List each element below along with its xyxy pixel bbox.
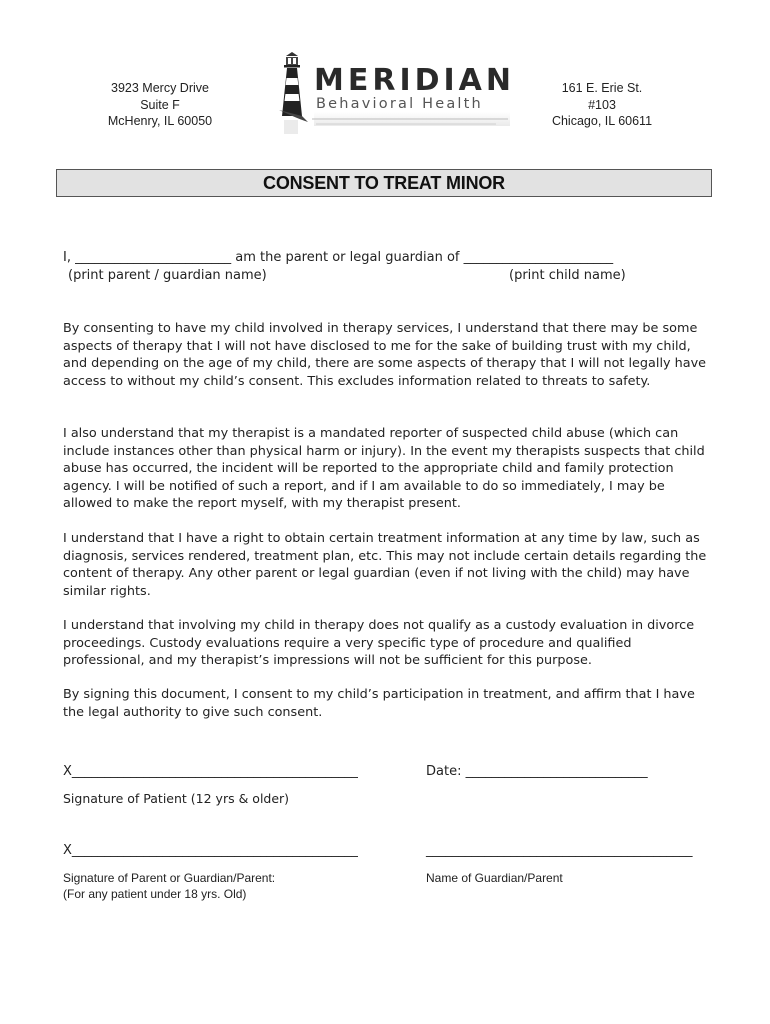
child-name-caption: (print child name) xyxy=(509,268,626,283)
logo-subtitle: Behavioral Health xyxy=(316,96,483,112)
address-right-line-2: #103 xyxy=(588,97,616,112)
meridian-logo xyxy=(272,52,512,142)
lighthouse-icon xyxy=(272,52,512,142)
guardian-name-line[interactable]: _________________________________________ xyxy=(426,843,693,858)
address-right-line-1: 161 E. Erie St. xyxy=(561,81,643,95)
paragraph-treatment-information: I understand that I have a right to obtain certain treatment information at any time by law, such as diagnosis, services rendered, treatment plan, etc. This may not include certain details regarding the content of therapy. Any other parent or legal guardian (even if not living with the child) may have similar rights. xyxy=(63,531,707,599)
parent-signature-caption-line-2: (For any patient under 18 yrs. Old) xyxy=(63,887,247,901)
paragraph-custody-evaluation: I understand that involving my child in therapy does not qualify as a custody evaluation in divorce proceedings. Custody evaluations require a very specific type of procedure and qualified professional, and my therapist’s impressions will not be sufficient for this purpose. xyxy=(63,618,695,669)
parent-signature-caption-line-1: Signature of Parent or Guardian/Parent: xyxy=(63,871,276,885)
address-left-line-1: 3923 Mercy Drive xyxy=(111,81,209,95)
title-bar xyxy=(56,169,712,197)
parent-signature-caption xyxy=(63,870,275,902)
address-left-line-3: McHenry, IL 60050 xyxy=(107,114,213,128)
guardian-name-caption: Name of Guardian/Parent xyxy=(426,871,563,885)
date-line[interactable]: Date: ____________________________ xyxy=(426,764,648,779)
address-right xyxy=(512,80,692,130)
patient-signature-line[interactable]: X____________________________________________ xyxy=(63,764,358,779)
paragraph-confidentiality: By consenting to have my child involved in therapy services, I understand that there may be some aspects of therapy that I will not have disclosed to me for the sake of building trust with my child, and depending on the age of my child, there are some aspects of therapy that I will not legally have access to without my child’s consent. This excludes information related to threats to safety. xyxy=(63,321,707,389)
logo-name: MERIDIAN xyxy=(314,63,512,98)
patient-signature-caption: Signature of Patient (12 yrs & older) xyxy=(63,791,290,806)
guardian-name-caption: (print parent / guardian name) xyxy=(68,268,267,283)
guardian-fill-in-line[interactable]: I, ________________________ am the parent or legal guardian of _______________________ xyxy=(63,250,614,265)
address-right-line-3: Chicago, IL 60611 xyxy=(551,114,653,128)
parent-signature-line[interactable]: X____________________________________________ xyxy=(63,843,358,858)
paragraph-consent-affirmation: By signing this document, I consent to my child’s participation in treatment, and affirm that I have the legal authority to give such consent. xyxy=(63,687,695,720)
address-left-line-2: Suite F xyxy=(140,97,180,112)
address-left xyxy=(70,80,250,130)
document-title: CONSENT TO TREAT MINOR xyxy=(263,172,505,193)
paragraph-mandated-reporter: I also understand that my therapist is a mandated reporter of suspected child abuse (which can include instances other than physical harm or injury). In the event my therapists suspects that child abuse has occurred, the incident will be reported to the appropriate child and family protection agency. I will be notified of such a report, and if I am available to do so immediately, I may be allowed to make the report myself, with my therapist present. xyxy=(63,426,705,512)
